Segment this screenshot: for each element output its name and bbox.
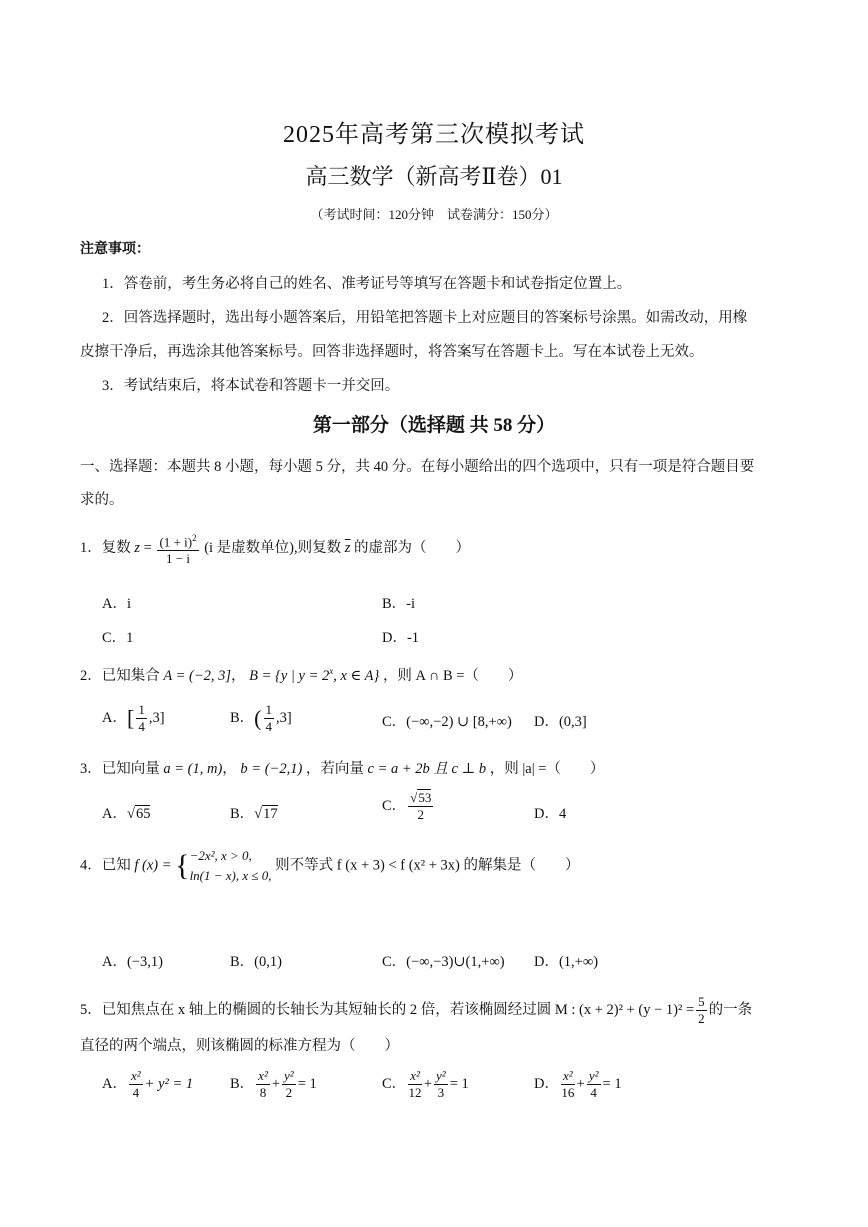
q2-option-d: D．(0,3] [534, 714, 587, 730]
notice-item-3: 3．考试结束后，将本试卷和答题卡一并交回。 [102, 378, 400, 394]
q5-d-plus: + [576, 1075, 585, 1092]
q5-d-rest: = 1 [602, 1075, 622, 1092]
q5-d-num-2: y² [588, 1068, 599, 1083]
q3-vector-c: c = a + 2b [367, 761, 430, 777]
q1-option-a: A．i [102, 596, 131, 612]
q5-c-frac-1 [408, 1068, 422, 1101]
q2-a-label: A． [102, 709, 127, 726]
q5-c-label: C． [382, 1075, 407, 1092]
q3-vector-a: a = (1, m) [163, 761, 223, 777]
q2-tail: ，则 A ∩ B =（ ） [382, 668, 523, 684]
q3-option-c [382, 790, 435, 823]
q2-b-label: B． [230, 709, 255, 726]
q3-a-label: A． [102, 806, 127, 822]
q5-b-num-2: y² [284, 1068, 294, 1083]
question-5-line-2: 直径的两个端点，则该椭圆的标准方程为（ ） [80, 1038, 399, 1054]
q2-option-c: C．(−∞,−2) ∪ [8,+∞) [382, 714, 512, 730]
q3-b-radicand: 17 [263, 806, 278, 822]
question-5-line-1 [80, 994, 752, 1027]
q2-b-close: ,3] [276, 709, 292, 726]
q1-prefix: 1．复数 [80, 540, 131, 556]
q4-option-b: B．(0,1) [230, 954, 282, 970]
q1-numerator: (1 + i) [159, 534, 193, 550]
q1-fraction [157, 530, 198, 567]
q5-b-num-1: x² [258, 1068, 268, 1083]
q5-c-num-2: y² [436, 1068, 446, 1083]
q5-option-c [382, 1068, 469, 1101]
q2-sep: ， [231, 668, 246, 684]
q3-c-den: 2 [417, 807, 424, 822]
q4-option-d: D．(1,+∞) [534, 954, 599, 970]
notice-heading: 注意事项： [80, 241, 150, 257]
q5-radius-frac [696, 994, 707, 1027]
q3-c-frac [408, 790, 433, 823]
q3-c-label: C． [382, 797, 407, 814]
section-title: 第一部分（选择题 共 58 分） [312, 415, 556, 436]
exam-subtitle: 高三数学（新高考Ⅱ卷）01 [305, 164, 563, 189]
q3-option-a [102, 802, 150, 823]
q5-b-plus: + [271, 1075, 281, 1092]
q2-option-b [230, 702, 292, 735]
q5-b-label: B． [230, 1075, 255, 1092]
q3-vector-b: b = (−2,1) [240, 761, 303, 777]
q5-c-den-1: 12 [408, 1085, 422, 1100]
q5-a-den: 4 [132, 1085, 140, 1100]
q2-a-num: 1 [138, 702, 145, 717]
notice-item-2-line-1: 2．回答选择题时，选出每小题答案后，用铅笔把答题卡上对应题目的答案标号涂黑。如需改动，用橡 [102, 310, 748, 326]
q4-cases [190, 846, 272, 886]
q1-option-b: B．-i [382, 596, 416, 612]
q5-d-den-2: 4 [590, 1085, 597, 1100]
question-4-stem [80, 846, 580, 886]
q5-b-den-1: 8 [259, 1085, 267, 1100]
q3-b-label: B． [230, 806, 255, 822]
q4-case-1: −2x², x > 0, [189, 848, 252, 863]
q3-sep: ， [222, 761, 237, 777]
q5-d-label: D． [534, 1075, 559, 1092]
q5-a-label: A． [102, 1075, 127, 1092]
q5-b-frac-2 [282, 1068, 296, 1101]
q5-d-num-1: x² [562, 1068, 573, 1083]
q1-option-c: C．1 [102, 630, 134, 646]
question-1-stem [80, 530, 470, 567]
q3-option-d: D．4 [534, 806, 567, 822]
q1-eq: = [140, 540, 156, 556]
q4-option-c: C．(−∞,−3)∪(1,+∞) [382, 954, 505, 970]
q5-b-rest: = 1 [297, 1075, 317, 1092]
q2-a-frac [136, 702, 147, 735]
q3-stem: 3．已知向量 [80, 761, 160, 777]
sqrt-icon: √ [410, 790, 418, 805]
q5-option-d [534, 1068, 622, 1101]
q5-c-frac-2 [434, 1068, 448, 1101]
question-3-stem [80, 757, 604, 778]
q5-b-frac-1 [256, 1068, 270, 1101]
q2-set-a: A = (−2, 3] [163, 668, 232, 684]
q5-d-frac-1 [561, 1068, 575, 1101]
exam-title: 2025年高考第三次模拟考试 [283, 122, 585, 148]
q3-a-radicand: 65 [135, 806, 151, 822]
q5-frac-num: 5 [698, 994, 705, 1009]
q5-c-plus: + [423, 1075, 433, 1092]
q5-d-frac-2 [587, 1068, 601, 1101]
q1-option-d: D．-1 [382, 630, 420, 646]
q1-suffix: (i 是虚数单位),则复数 [204, 540, 342, 556]
q4-tail: 则不等式 f (x + 3) < f (x² + 3x) 的解集是（ ） [275, 857, 580, 874]
q3-cond: 且 c ⊥ b [433, 761, 487, 777]
q2-set-b-exp: x [329, 666, 334, 677]
q3-option-b [230, 802, 278, 823]
q4-stem: 4．已知 [80, 857, 131, 874]
q4-case-2: ln(1 − x), x ≤ 0, [189, 868, 272, 883]
q5-a-frac [129, 1068, 143, 1101]
q2-a-den: 4 [138, 719, 145, 734]
q3-mid: ，若向量 [305, 761, 364, 777]
q3-tail: ，则 |a| =（ ） [489, 761, 605, 777]
sqrt-icon: √ [254, 806, 263, 822]
q1-numerator-exp: 2 [192, 533, 197, 543]
q5-d-den-1: 16 [561, 1085, 575, 1100]
left-brace-icon: { [175, 849, 190, 882]
q2-set-b-post: , x ∈ A} [333, 668, 380, 684]
q4-fx: f (x) = [134, 857, 172, 874]
q2-b-frac [264, 702, 275, 735]
exam-time-info: （考试时间：120分钟 试卷满分：150分） [310, 207, 558, 222]
notice-item-2-line-2: 皮擦干净后，再选涂其他答案标号。回答非选择题时，将答案写在答题卡上。写在本试卷上无效。 [80, 344, 704, 360]
q4-option-a: A．(−3,1) [102, 954, 163, 970]
section-intro-line-1: 一、选择题：本题共 8 小题，每小题 5 分，共 40 分。在每小题给出的四个选项中，只有一项是符合题目要 [80, 459, 755, 475]
notice-item-1: 1．答卷前，考生务必将自己的姓名、准考证号等填写在答题卡和试卷指定位置上。 [102, 276, 632, 292]
q2-b-open: ( [254, 705, 262, 731]
section-intro-line-2: 求的。 [80, 492, 124, 508]
q1-zbar: $\overline{z}$ [344, 540, 351, 556]
q5-option-a [102, 1068, 193, 1101]
q1-var: z [134, 540, 141, 556]
q3-c-radicand: 53 [418, 790, 432, 805]
q2-b-den: 4 [265, 719, 272, 734]
q2-a-close: ,3] [148, 709, 165, 726]
q5-a-rest: + y² = 1 [144, 1075, 194, 1092]
q5-b-den-2: 2 [285, 1085, 293, 1100]
q1-denominator: 1 − i [166, 551, 190, 567]
sqrt-icon: √ [126, 806, 135, 822]
q2-stem: 2．已知集合 [80, 668, 160, 684]
q2-set-b-pre: B = {y | y = 2 [249, 668, 330, 684]
q5-a-num: x² [130, 1068, 141, 1083]
q5-frac-den: 2 [698, 1011, 705, 1026]
q5-c-den-2: 3 [437, 1085, 445, 1100]
question-2-stem [80, 664, 522, 685]
q5-line-1-post: 的一条 [708, 1001, 753, 1018]
q2-a-open: [ [126, 705, 135, 731]
q2-option-a [102, 702, 165, 735]
q5-line-1-pre: 5．已知焦点在 x 轴上的椭圆的长轴长为其短轴长的 2 倍，若该椭圆经过圆 M : (x + 2)² + (y − 1)² = [80, 1001, 695, 1018]
q5-c-num-1: x² [410, 1068, 420, 1083]
q2-b-num: 1 [265, 702, 272, 717]
q5-c-rest: = 1 [449, 1075, 469, 1092]
q1-suffix2: 的虚部为（ ） [354, 540, 471, 556]
q5-option-b [230, 1068, 317, 1101]
